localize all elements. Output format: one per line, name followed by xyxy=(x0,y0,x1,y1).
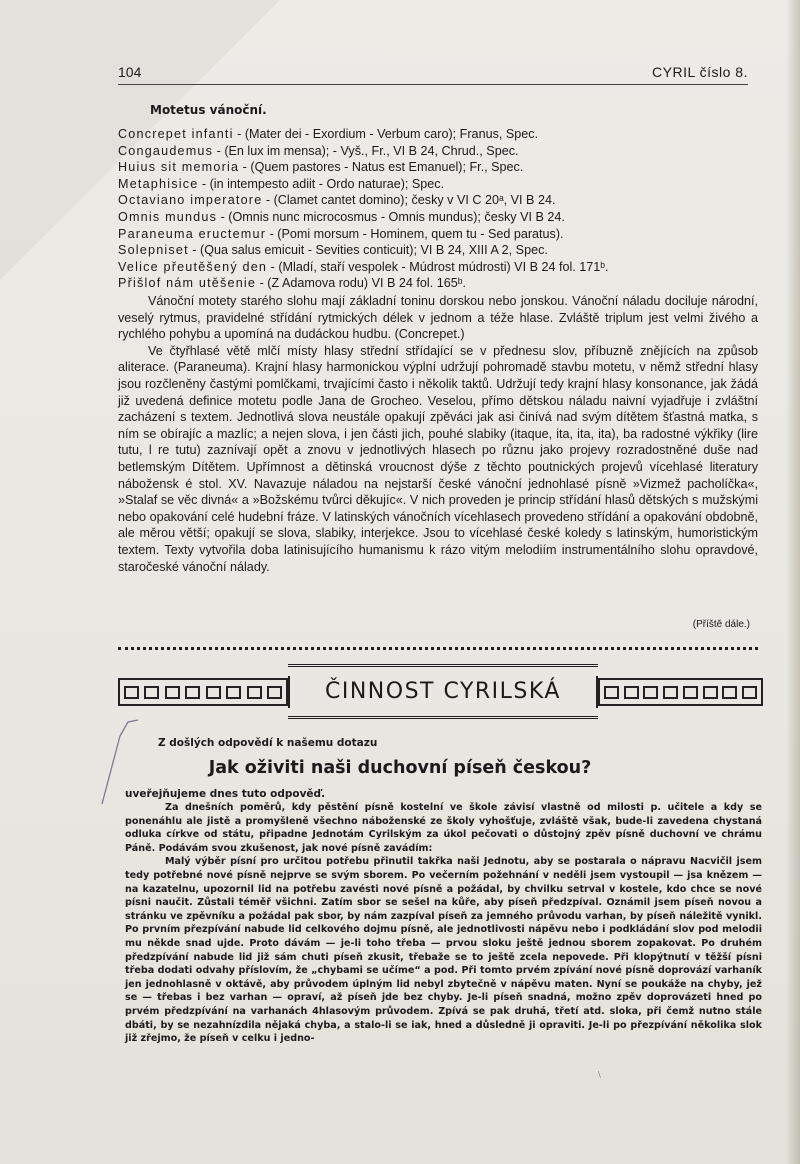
motet-entry xyxy=(118,275,758,292)
motet-detail: - (Z Adamova rodu) VI B 24 fol. 165ᵇ. xyxy=(256,276,466,291)
motet-prose xyxy=(118,293,758,575)
motet-entry xyxy=(118,192,758,209)
motet-list xyxy=(118,126,758,292)
motet-entry xyxy=(118,226,758,243)
page-edge-shadow xyxy=(786,0,800,1164)
motet-detail: - (En lux im mensa); - Vyš., Fr., VI B 24, Chrud., Spec. xyxy=(213,143,519,158)
motet-detail: - (in intempesto adiit - Ordo naturae); Spec. xyxy=(198,176,445,191)
banner-ornament-right xyxy=(598,678,763,706)
motet-entry xyxy=(118,242,758,259)
motet-name: Octaviano imperatore xyxy=(118,193,263,208)
article-intro: Z došlých odpovědí k našemu dotazu xyxy=(158,737,378,749)
motet-detail: - (Mladí, staří vespolek - Múdrost múdrosti) VI B 24 fol. 171ᵇ. xyxy=(267,259,609,274)
banner-title: ČINNOST CYRILSKÁ xyxy=(288,676,598,708)
paragraph: Vánoční motety starého slohu mají základní toninu dorskou nebo jonskou. Vánoční náladu dociluje národní, veselý rytmus, pravidelné střídání rytmických délek v jednom a téže hlase. Zvláště triplum jest velmi živého a rychlého pohybu a upomíná na dudáckou hudbu. (Concrepet.) xyxy=(118,294,758,342)
motet-entry xyxy=(118,209,758,226)
paragraph: Ve čtyřhlasé větě mlčí místy hlasy střední střídající se v přednesu slov, příbuzně znějících na způsob aliterace. (Paraneuma). Krajní hlasy harmonickou výplní udržují pohromadě stavbu motetu, v němž střední hlasy jsou rozčleněny častými pomlčkami, trvajícími často i několik taktů. Udržují tedy krajní hlasy konsonance, jak žádá již uvedená definice motetu podle Jana de Grocheo. Veselou, přímo dětskou náladu naivní vyjadřuje i zvláštní zacházení s textem. Jednotlivá slova neustále opakují zpěváci jak asi činívá nad svým dítětem šťastná matka, s ním se obírajíc a mazlíc; a nejen slova, i jen části jich, pouhé slabiky (itaque, ita, ita, ita), ba radostné výkřiky (lire tutu, l re tutu) zaznívají opět a znovu v jednotlivých hlasech po různu jako projevy rozradostněné duše nad betlemským Dítětem. Upřímnost a dětinská vroucnost dýše z těchto poutnických projevů vícehlasé literatury nábožensk é stol. XV. Navazuje náladou na nejstarší české vánoční jednohlasé písně »Vizmež pacholíčka«, »Stalaf se věc divná« a »Božskému tvůrci děkujíc«. V nich proveden je princip střídání hlasů dětských s mužskými nebo opakování celé hudební fráze. V latinských vánočních vícehlasech provedeno střídání a opakování obdobně, ale měrou větší; opakují se slova, slabiky, interjekce. Jsou to vícehlasé české koledy s latinským, humoristickým textem. Texty vytvořila doba latinisujícího humanismu k rázo vitým melodiím instrumentálního slohu opravdové, staročeské vánoční nálady. xyxy=(118,343,758,574)
motet-entry xyxy=(118,143,758,160)
motet-entry xyxy=(118,159,758,176)
paragraph: Za dnešních poměrů, kdy pěstění písně kostelní ve škole závisí vlastně od milosti p. učitele a kdy se ponenáhlu ale jistě a promyšleně všechno náboženské ze školy vyhošťuje, zvláště však, bude-li zavedena chystaná odluka církve od státu, připadne Jednotám Cyrilským za úkol pečovati o důstojný zpěv písně duchovní ve chrámu Páně. Podávám svou zkušenost, jak nové písně zavádím: xyxy=(125,802,762,854)
motet-name: Velice přeutěšený den xyxy=(118,259,268,274)
motet-detail: - (Qua salus emicuit - Sevities conticuit); VI B 24, XIII A 2, Spec. xyxy=(188,243,548,258)
running-header xyxy=(118,62,748,85)
motet-name: Solepniset xyxy=(118,243,189,258)
motet-entry xyxy=(118,126,758,143)
motet-name: Congaudemus xyxy=(118,143,214,158)
banner-ornament-left xyxy=(118,678,288,706)
continued-note: (Příště dále.) xyxy=(692,619,750,630)
article-heading: Jak oživiti naši duchovní píseň českou? xyxy=(208,758,592,778)
section-title: Motetus vánoční. xyxy=(150,103,267,117)
motet-name: Přišlof nám utěšenie xyxy=(118,276,257,291)
banner-rule-bottom xyxy=(288,716,598,719)
banner-rule-top xyxy=(288,664,598,667)
section-divider xyxy=(118,647,758,652)
motet-name: Concrepet infanti xyxy=(118,127,234,141)
motet-name: Huius sit memoria xyxy=(118,160,240,175)
motet-name: Paraneuma eructemur xyxy=(118,226,267,241)
journal-title: CYRIL číslo 8. xyxy=(652,64,748,80)
motet-entry xyxy=(118,176,758,193)
article-lead: uveřejňujeme dnes tuto odpověď. xyxy=(125,788,326,800)
motet-detail: - (Mater dei - Exordium - Verbum caro); Franus, Spec. xyxy=(233,127,539,141)
motet-detail: - (Pomi morsum - Hominem, quem tu - Sed paratus). xyxy=(266,226,564,241)
motet-name: Metaphisice xyxy=(118,176,199,191)
article-body xyxy=(125,801,762,1046)
motet-detail: - (Quem pastores - Natus est Emanuel); Fr., Spec. xyxy=(239,160,524,175)
motet-detail: - (Clamet cantet domino); česky v VI C 20ᵃ, VI B 24. xyxy=(262,193,556,208)
motet-entry xyxy=(118,259,758,276)
motet-detail: - (Omnis nunc microcosmus - Omnis mundus); česky VI B 24. xyxy=(217,209,565,224)
stray-mark: \ xyxy=(598,1070,601,1081)
section-banner xyxy=(118,664,763,720)
paragraph: Malý výběr písní pro určitou potřebu přinutil takřka naši Jednotu, aby se postarala o nápravu Nacvičil jsem tedy potřebné nové písně nejprve se svým sborem. Po večerním požehnání v neděli jsem vystoupil — jsa knězem — na kazatelnu, upozornil lid na potřebu zavésti nové písně a požádal, by chvilku setrval v kostele, kdo chce se nové písni naučit. Zůstali téměř všichni. Zatím sbor se sešel na kůře, aby píseň předzpíval. Oznámil jsem píseň novou a stránku ve zpěvníku a požádal pak sbor, by nám zazpíval píseň za jemného průvodu varhan, by píseň náležitě vynikl. Po prvním přezpívání nabude lid celkového dojmu písně, ale jednotlivosti nápěvu nebo i podkládání slov pod melodii mu někde snad ujde. Proto dávám — je-li toho třeba — prvou sloku ještě jednou sborem zopakovat. Po druhém předzpívání nabude lid již sám chuti píseň zkusit, třebaže se to ještě zcela nepovede. Při klopýtnutí v těžší písni třeba dodati odvahy příslovím, že „chybami se učíme“ a pod. Při tomto prvém zpívání nové písně doprovází varhaník jen jednohlasně v oktávě, aby průvodem úplným lid nebyl zbytečně v nápěvu maten. Nyní se poukáže na chyby, jež se — třebas i bez varhan — opraví, až píseň jde bez chyby. Je-li píseň snadná, možno zpěv doprovázeti hned po prvém předzpívání na varhanách 4hlasovým průvodem. Zpívá se pak druhá, třetí atd. sloka, při čemž nutno stále dbáti, by se nezahnízdila nějaká chyba, a stalo-li se iak, hned a důsledně ji opraviti. Je-li po přezpívání několika slok již zřejmo, že píseň v celku i jedno- xyxy=(125,856,762,1045)
page-number: 104 xyxy=(118,64,142,80)
motet-name: Omnis mundus xyxy=(118,209,218,224)
